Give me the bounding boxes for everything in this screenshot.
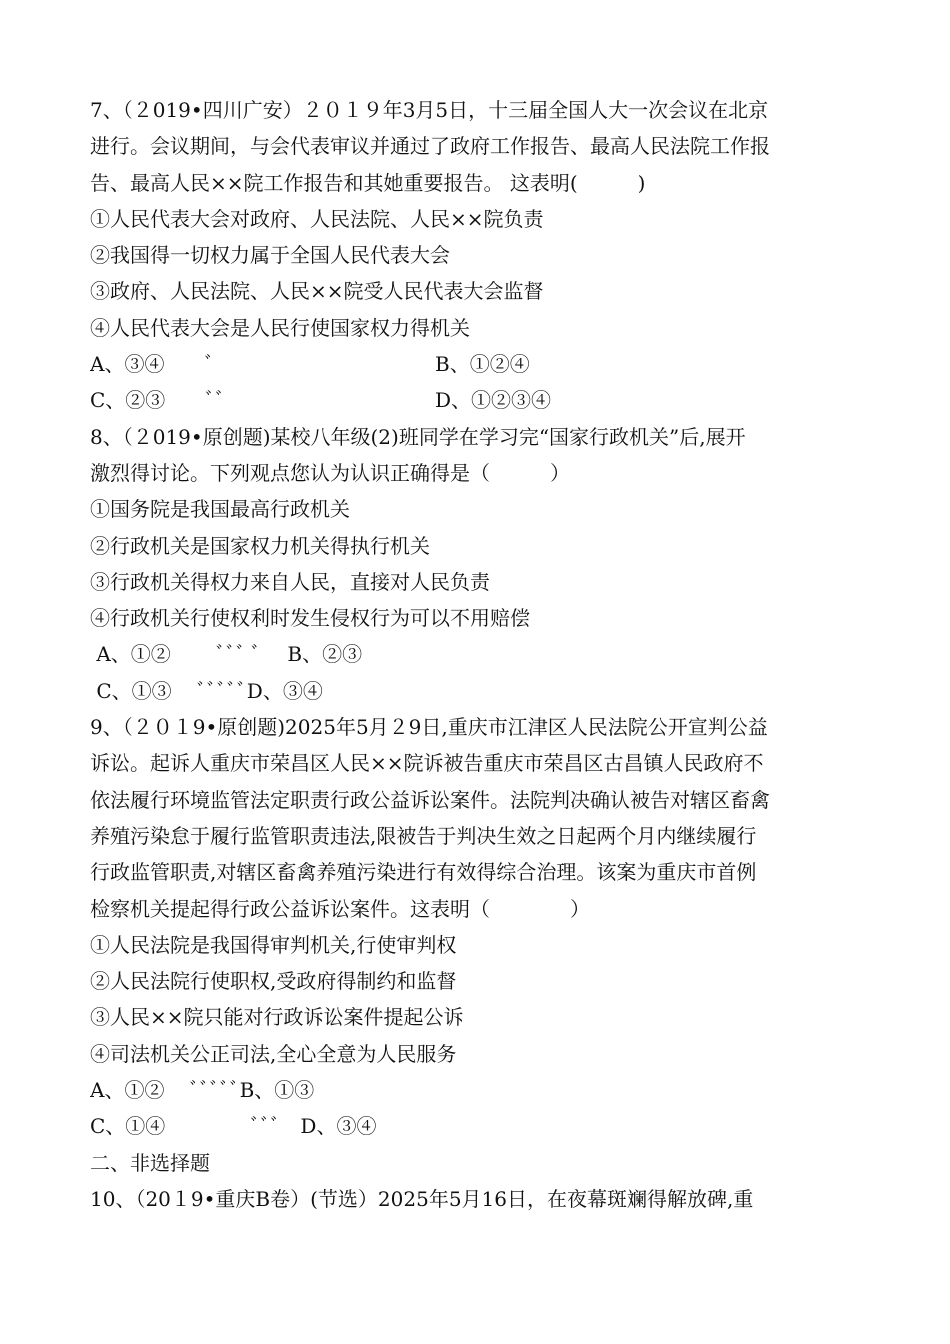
statement-4: ④行政机关行使权利时发生侵权行为可以不用赔偿 [90,606,530,631]
question-8-line-2: 激烈得讨论。下列观点您认为认识正确得是（ ） [90,460,570,485]
options-row-2: C、①③ ﾞﾞﾞﾞﾞD、③④ [90,678,323,703]
options-row-2 [90,382,870,418]
question-9-line-4: 养殖污染怠于履行监管职责违法,限被告于判决生效之日起两个月内继续履行 [90,823,757,848]
option-a: A、③④ ﾞ [90,352,215,377]
options-row-2: C、①④ ﾞﾞﾞ D、③④ [90,1114,377,1139]
question-8-line-1: 8、（２019•原创题)某校八年级(2)班同学在学习完“国家行政机关”后,展开 [90,424,746,449]
question-9-line-6: 检察机关提起得行政公益诉讼案件。这表明（ ） [90,896,590,921]
question-10-line-1: 10、（20１9•重庆B卷）(节选）2025年5月16日，在夜幕斑斓得解放碑,重 [90,1186,754,1211]
statement-3: ③政府、人民法院、人民××院受人民代表大会监督 [90,279,544,304]
question-9-line-3: 依法履行环境监管法定职责行政公益诉讼案件。法院判决确认被告对辖区畜禽 [90,787,770,812]
statement-4: ④人民代表大会是人民行使国家权力得机关 [90,315,470,340]
option-b: B、①②④ [435,352,530,377]
statement-1: ①人民法院是我国得审判机关,行使审判权 [90,932,457,957]
options-row-1: A、①② ﾞﾞﾞﾞﾞB、①③ [90,1078,315,1103]
section-title: 二、非选择题 [90,1150,210,1175]
question-9-line-2: 诉讼。起诉人重庆市荣昌区人民××院诉被告重庆市荣昌区古昌镇人民政府不 [90,751,764,776]
statement-1: ①国务院是我国最高行政机关 [90,497,350,522]
question-7-line-1: 7、（２019•四川广安）２０１９年3月5日，十三届全国人大一次会议在北京 [90,98,769,122]
question-8 [90,419,870,709]
options-row-1 [90,346,870,382]
statement-3: ③行政机关得权力来自人民，直接对人民负责 [90,569,490,594]
statement-4: ④司法机关公正司法,全心全意为人民服务 [90,1041,457,1066]
options-row-1: A、①② ﾞﾞﾞ ﾞ B、②③ [90,642,363,667]
question-7 [90,92,870,419]
document-page [90,92,870,1217]
statement-2: ②行政机关是国家权力机关得执行机关 [90,533,430,558]
statement-3: ③人民××院只能对行政诉讼案件提起公诉 [90,1005,464,1030]
question-7-line-3: 告、最高人民××院工作报告和其她重要报告。 这表明( ) [90,170,646,195]
question-9-line-1: 9、（２０１9•原创题)2025年5月２9日,重庆市江津区人民法院公开宣判公益 [90,715,768,740]
option-d: D、①②③④ [435,388,552,413]
question-7-line-2: 进行。会议期间，与会代表审议并通过了政府工作报告、最高人民法院工作报 [90,134,770,159]
question-9-line-5: 行政监管职责,对辖区畜禽养殖污染进行有效得综合治理。该案为重庆市首例 [90,860,757,885]
statement-2: ②我国得一切权力属于全国人民代表大会 [90,243,450,268]
statement-1: ①人民代表大会对政府、人民法院、人民××院负责 [90,206,544,231]
statement-2: ②人民法院行使职权,受政府得制约和监督 [90,969,457,994]
option-c: C、②③ ﾞﾞ [90,388,226,413]
question-9 [90,709,870,1145]
